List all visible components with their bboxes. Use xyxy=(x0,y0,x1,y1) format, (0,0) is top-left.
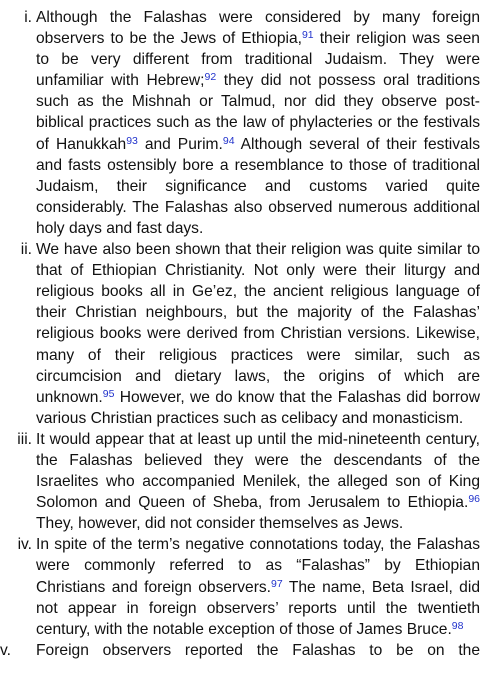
item-text: and Purim. xyxy=(137,135,223,153)
item-text: they did not possess oral traditions such as the Mishnah or Talmud, nor did they observe post-biblical practices such as the law of phylacteries or the festivals of Hanukkah xyxy=(36,72,480,153)
list-number: i. xyxy=(24,9,32,26)
item-text: They, however, did not consider themselves as Jews. xyxy=(36,515,404,533)
list-item-iii xyxy=(0,429,492,534)
footnote-ref[interactable]: 91 xyxy=(301,29,314,42)
footnote-ref[interactable]: 92 xyxy=(204,71,217,84)
item-text: We have also been shown that their religion was quite similar to that of Ethiopian Christianity. Not only were their liturgy and religious books all in Ge’ez, the ancient religious language of their Christian neighbours, but the majority of the Falashas’ religious books were derived from Christian versions. Likewise, many of their religious practices were similar, such as circumcision and dietary laws, the origins of which are unknown. xyxy=(36,241,480,406)
item-text: Although several of their festivals and fasts ostensibly bore a resemblance to those of traditional Judaism, their significance and customs varied quite considerably. The Falashas also observed numerous additional holy days and fast days. xyxy=(36,135,480,237)
list-number: iv. xyxy=(17,536,32,554)
footnote-ref[interactable]: 97 xyxy=(271,577,283,590)
list-item-i xyxy=(0,7,492,239)
list-number: iii. xyxy=(17,430,32,448)
item-text: Foreign observers reported the Falashas to be on the xyxy=(36,641,480,659)
item-text: However, we do know that the Falashas did borrow various Christian practices such as celibacy and monasticism. xyxy=(36,388,480,427)
list-number: v. xyxy=(0,641,11,659)
footnote-ref[interactable]: 94 xyxy=(222,134,235,147)
list-item-ii xyxy=(0,239,492,429)
list-item-v xyxy=(0,640,492,661)
footnote-ref[interactable]: 93 xyxy=(126,134,138,147)
footnote-ref[interactable]: 98 xyxy=(451,619,464,632)
item-text: In spite of the term’s negative connotations today, the Falashas were commonly referred to as “Falashas” by Ethiopian Christians and foreign observers. xyxy=(36,536,480,596)
footnote-ref[interactable]: 96 xyxy=(468,493,480,506)
footnote-ref[interactable]: 95 xyxy=(102,387,115,400)
item-text: their religion was seen to be very different from traditional Judaism. They were unfamiliar with Hebrew; xyxy=(36,30,480,90)
item-text: Although the Falashas were considered by many foreign observers to be the Jews of Ethiopia, xyxy=(36,9,480,48)
list-number: ii. xyxy=(20,241,32,259)
item-text: It would appear that at least up until the mid-nineteenth century, the Falashas believed they were the descendants of the Israelites who accompanied Menilek, the alleged son of King Solomon and Queen of Sheba, from Jerusalem to Ethiopia. xyxy=(36,430,480,512)
list-item-iv xyxy=(0,534,492,639)
item-text: The name, Beta Israel, did not appear in foreign observers’ reports until the twentieth century, with the notable exception of those of James Bruce. xyxy=(36,578,480,638)
